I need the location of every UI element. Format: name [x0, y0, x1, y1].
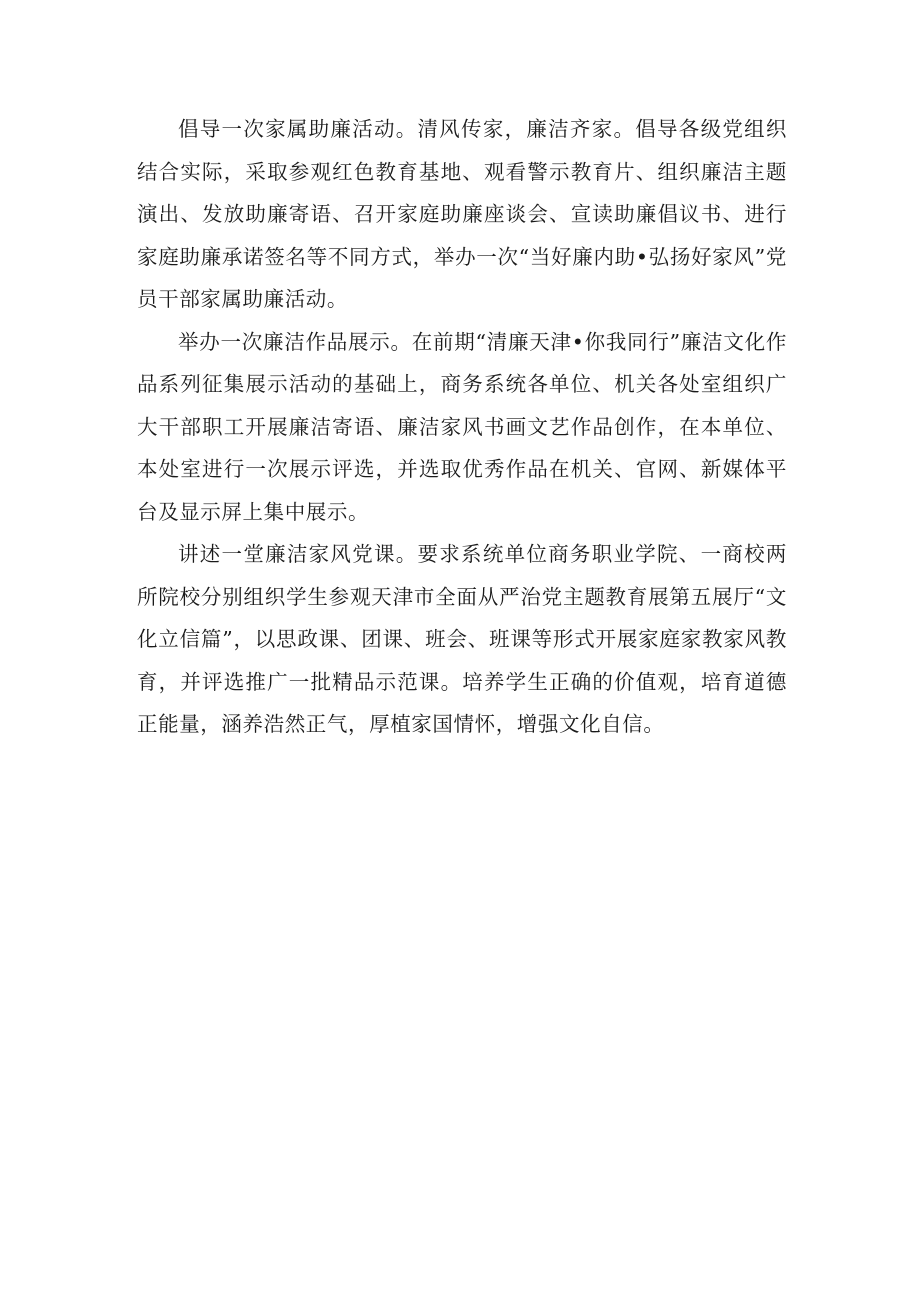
paragraph-family-tradition-party-lesson: 讲述一堂廉洁家风党课。要求系统单位商务职业学院、一商校两所院校分别组织学生参观天津市全面从严治党主题教育展第五展厅“文化立信篇”，以思政课、团课、班会、班课等形式开展家庭家教家风教育，并评选推广一批精品示范课。培养学生正确的价值观，培育道德正能量，涵养浩然正气，厚植家国情怀，增强文化自信。 — [137, 542, 787, 736]
document-body — [137, 108, 787, 746]
paragraph-family-anti-corruption-activity: 倡导一次家属助廉活动。清风传家，廉洁齐家。倡导各级党组织结合实际，采取参观红色教育基地、观看警示教育片、组织廉洁主题演出、发放助廉寄语、召开家庭助廉座谈会、宣读助廉倡议书、进行家庭助廉承诺签名等不同方式，举办一次“当好廉内助•弘扬好家风”党员干部家属助廉活动。 — [137, 117, 787, 311]
paragraph-integrity-works-exhibition: 举办一次廉洁作品展示。在前期“清廉天津•你我同行”廉洁文化作品系列征集展示活动的基础上，商务系统各单位、机关各处室组织广大干部职工开展廉洁寄语、廉洁家风书画文艺作品创作，在本单位、本处室进行一次展示评选，并选取优秀作品在机关、官网、新媒体平台及显示屏上集中展示。 — [137, 329, 787, 524]
